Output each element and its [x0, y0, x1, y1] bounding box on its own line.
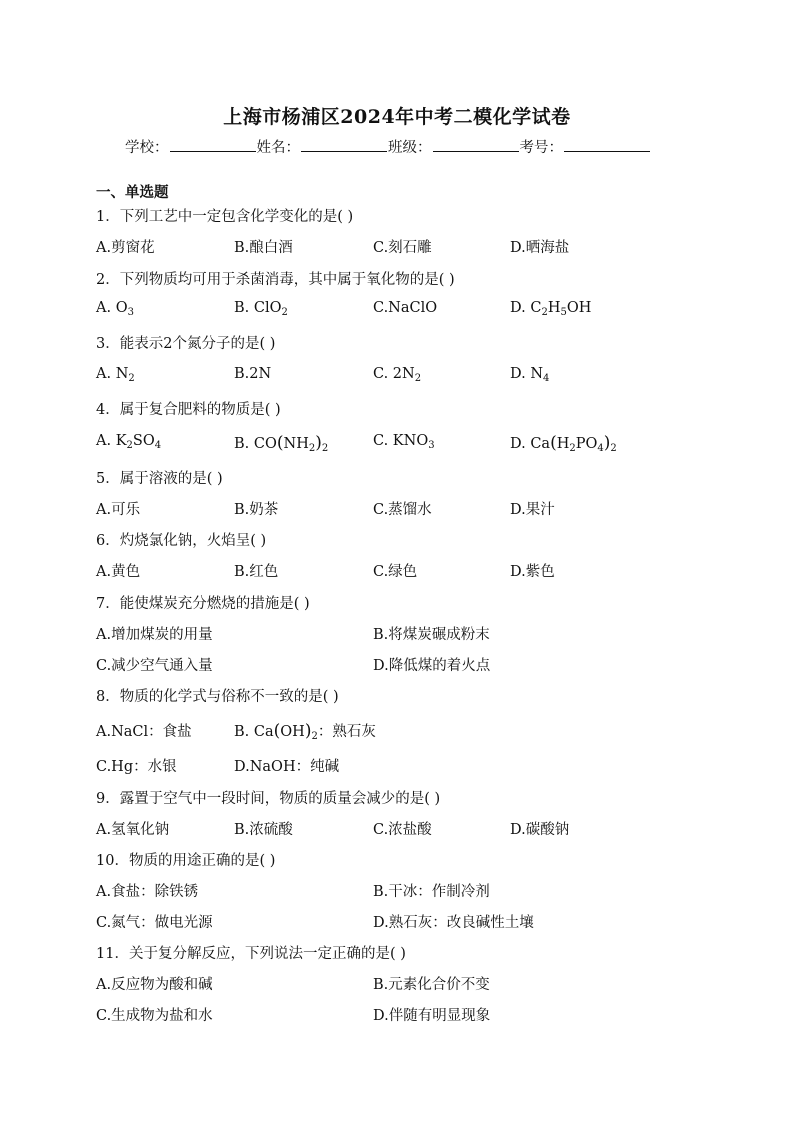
option-c[interactable]: C.氮气：做电光源	[96, 915, 213, 931]
formula-n4: $N_4$	[530, 366, 550, 384]
question-5-stem: 5．属于溶液的是( )	[96, 471, 223, 487]
option-d-letter: D.	[510, 366, 526, 382]
option-c[interactable]: C.减少空气通入量	[96, 658, 213, 674]
option-c[interactable]: C.浓盐酸	[373, 822, 432, 838]
option-d[interactable]: D.NaOH：纯碱	[234, 759, 340, 775]
student-info-line	[125, 136, 651, 157]
formula-ca-oh-2: $Ca(OH)_2$	[253, 721, 318, 742]
option-d-letter: D.	[510, 436, 526, 452]
question-2-stem: 2．下列物质均可用于杀菌消毒，其中属于氧化物的是( )	[96, 272, 455, 288]
question-8-options-cd	[96, 755, 716, 775]
option-c[interactable]: C.蒸馏水	[373, 502, 432, 518]
question-6-options	[96, 560, 716, 580]
name-label: 姓名：	[256, 140, 300, 156]
option-c[interactable]: C.Hg：水银	[96, 759, 177, 775]
question-1-options	[96, 236, 716, 256]
question-1-stem: 1．下列工艺中一定包含化学变化的是( )	[96, 209, 354, 225]
question-8-options-ab	[96, 720, 716, 740]
option-b[interactable]: B.2N	[234, 366, 272, 382]
option-b[interactable]: B.酿白酒	[234, 240, 293, 256]
class-label: 班级：	[388, 140, 432, 156]
question-10-stem: 10．物质的用途正确的是( )	[96, 853, 276, 869]
option-c[interactable]: C.NaClO	[373, 300, 438, 316]
option-d-letter: D.	[510, 300, 526, 316]
question-5-options	[96, 498, 716, 518]
formula-clo2: ClO$_2$	[253, 300, 288, 318]
question-7-options-ab	[96, 623, 716, 643]
option-d[interactable]: D.果汁	[510, 502, 555, 518]
school-blank[interactable]	[170, 138, 256, 152]
section-title: 一、单选题	[96, 184, 169, 201]
question-11-options-cd	[96, 1004, 716, 1024]
option-d[interactable]: D.熟石灰：改良碱性土壤	[373, 915, 534, 931]
question-4-options	[96, 433, 716, 453]
question-3-options	[96, 366, 716, 386]
question-3-stem: 3．能表示2个氮分子的是( )	[96, 336, 276, 352]
option-b-letter: B.	[234, 300, 250, 316]
option-a-letter: A.	[96, 433, 112, 449]
question-2-options	[96, 300, 716, 320]
option-b[interactable]: B.将煤炭碾成粉末	[373, 627, 490, 643]
option-c[interactable]: C.生成物为盐和水	[96, 1008, 213, 1024]
option-c-letter: C.	[373, 366, 389, 382]
question-4-stem: 4．属于复合肥料的物质是( )	[96, 402, 281, 418]
option-b[interactable]: B.浓硫酸	[234, 822, 293, 838]
question-8-stem: 8．物质的化学式与俗称不一致的是( )	[96, 689, 339, 705]
question-7-options-cd	[96, 654, 716, 674]
question-10-options-cd	[96, 911, 716, 931]
formula-k2so4: $K_2SO_4$	[115, 433, 162, 451]
question-11-options-ab	[96, 973, 716, 993]
formula-ca-h2po4-2: $Ca(H_2PO_4)_2$	[530, 433, 617, 454]
option-a[interactable]: A.黄色	[96, 564, 141, 580]
option-b[interactable]	[234, 720, 376, 741]
option-a[interactable]: A.反应物为酸和碱	[96, 977, 213, 993]
number-label: 考号：	[519, 140, 563, 156]
option-d[interactable]: D.紫色	[510, 564, 555, 580]
option-a[interactable]	[96, 433, 161, 449]
option-a[interactable]: A.剪窗花	[96, 240, 155, 256]
formula-kno3: $KNO_3$	[392, 433, 435, 451]
option-a[interactable]: A.可乐	[96, 502, 141, 518]
option-b-letter: B.	[234, 436, 250, 452]
option-d[interactable]	[510, 366, 549, 382]
question-10-options-ab	[96, 880, 716, 900]
option-a[interactable]	[96, 366, 135, 382]
class-blank[interactable]	[433, 138, 519, 152]
option-b[interactable]	[234, 433, 328, 453]
option-a-letter: A.	[96, 300, 112, 316]
option-c[interactable]: C.绿色	[373, 564, 418, 580]
formula-c2h5oh: $C_2H_5OH$	[530, 300, 592, 318]
option-d[interactable]: D.降低煤的着火点	[373, 658, 491, 674]
option-a[interactable]: A.NaCl：食盐	[96, 724, 192, 740]
exam-title: 上海市杨浦区2024年中考二模化学试卷	[223, 106, 571, 128]
question-9-options	[96, 818, 716, 838]
formula-urea: $CO(NH_2)_2$	[253, 433, 329, 454]
formula-o3: $O_3$	[115, 300, 134, 318]
option-b[interactable]: B.奶茶	[234, 502, 279, 518]
option-a[interactable]	[96, 300, 134, 316]
option-c[interactable]: C.刻石雕	[373, 240, 432, 256]
option-b-common-name: ：熟石灰	[317, 724, 376, 740]
option-d[interactable]: D.晒海盐	[510, 240, 570, 256]
option-c[interactable]	[373, 433, 435, 449]
option-d[interactable]	[510, 433, 617, 453]
question-11-stem: 11．关于复分解反应，下列说法一定正确的是( )	[96, 946, 406, 962]
question-9-stem: 9．露置于空气中一段时间，物质的质量会减少的是( )	[96, 791, 441, 807]
option-a[interactable]: A.增加煤炭的用量	[96, 627, 213, 643]
option-a[interactable]: A.食盐：除铁锈	[96, 884, 199, 900]
option-b[interactable]: B.红色	[234, 564, 279, 580]
option-b[interactable]	[234, 300, 288, 316]
formula-n2: $N_2$	[115, 366, 135, 384]
number-blank[interactable]	[564, 138, 650, 152]
question-7-stem: 7．能使煤炭充分燃烧的措施是( )	[96, 596, 310, 612]
formula-2n2: $2N_2$	[392, 366, 422, 384]
option-d[interactable]: D.碳酸钠	[510, 822, 570, 838]
option-d[interactable]: D.伴随有明显现象	[373, 1008, 491, 1024]
name-blank[interactable]	[301, 138, 387, 152]
option-d[interactable]	[510, 300, 591, 316]
school-label: 学校：	[125, 140, 169, 156]
option-a[interactable]: A.氢氧化钠	[96, 822, 170, 838]
option-a-letter: A.	[96, 366, 112, 382]
option-c-letter: C.	[373, 433, 389, 449]
option-b-letter: B.	[234, 724, 250, 740]
option-c[interactable]	[373, 366, 421, 382]
option-b[interactable]: B.干冰：作制冷剂	[373, 884, 490, 900]
question-6-stem: 6．灼烧氯化钠，火焰呈( )	[96, 533, 267, 549]
option-b[interactable]: B.元素化合价不变	[373, 977, 490, 993]
